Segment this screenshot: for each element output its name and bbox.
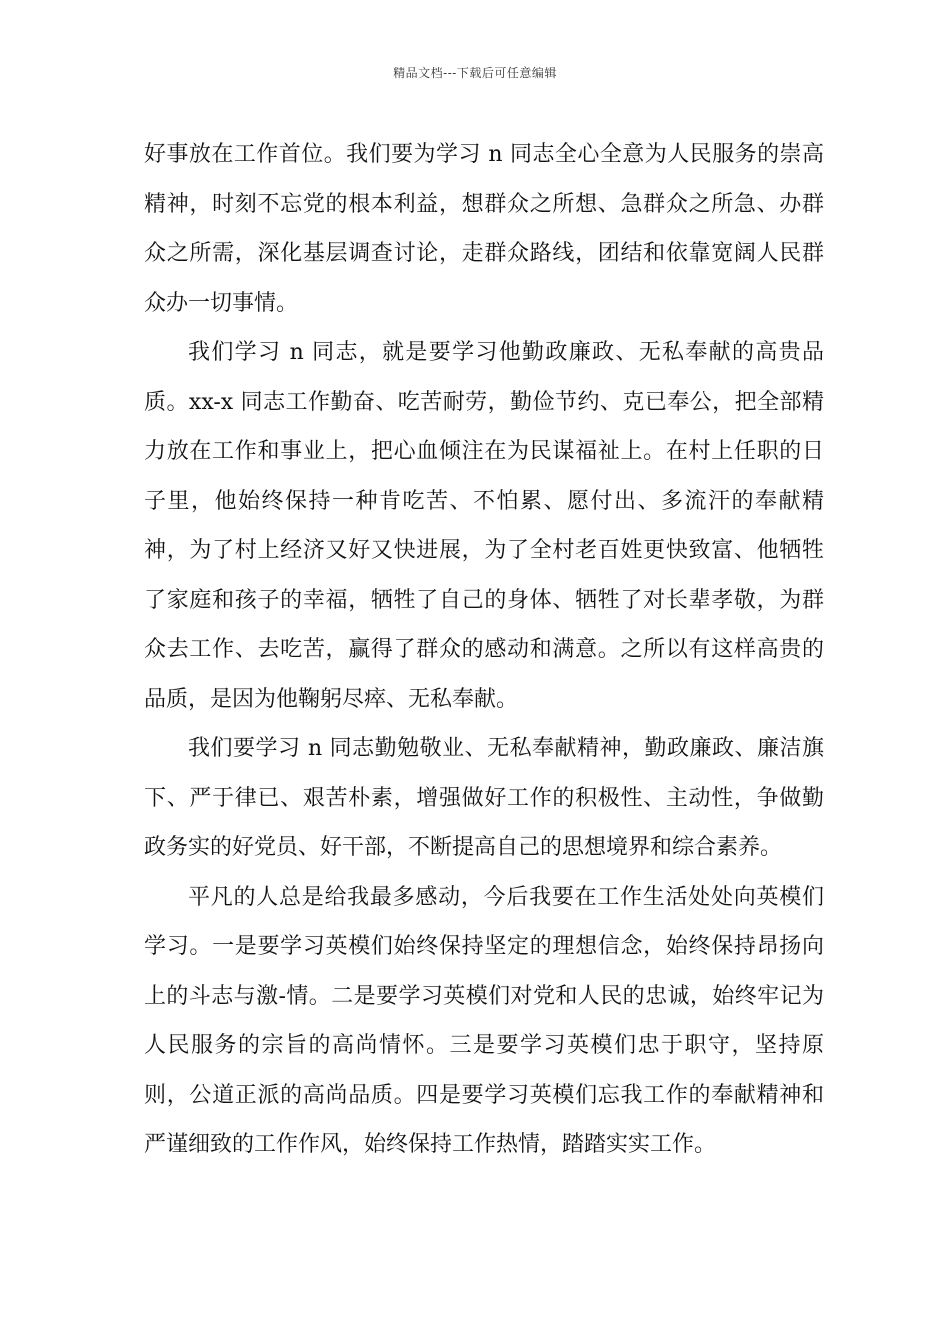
paragraph-4: 平凡的人总是给我最多感动，今后我要在工作生活处处向英模们学习。一是要学习英模们始终保持坚定的理想信念，始终保持昂扬向上的斗志与激-情。二是要学习英模们对党和人民的忠诚，始终牢记为人民服务的宗旨的高尚情怀。三是要学习英模们忠于职守，坚持原则，公道正派的高尚品质。四是要学习英模们忘我工作的奉献精神和严谨细致的工作作风，始终保持工作热情，踏踏实实工作。 [144,884,824,1157]
paragraph-2: 我们学习 n 同志，就是要学习他勤政廉政、无私奉献的高贵品质。xx-x 同志工作勤奋、吃苦耐劳，勤俭节约、克已奉公，把全部精力放在工作和事业上，把心血倾注在为民谋福祉上。在村上任职的日子里，他始终保持一种肯吃苦、不怕累、愿付出、多流汗的奉献精神，为了村上经济又好又快进展，为了全村老百姓更快致富、他牺牲了家庭和孩子的幸福，牺牲了自己的身体、牺牲了对长辈孝敬，为群众去工作、去吃苦，赢得了群众的感动和满意。之所以有这样高贵的品质，是因为他鞠躬尽瘁、无私奉献。 [144,340,824,712]
paragraph-1: 好事放在工作首位。我们要为学习 n 同志全心全意为人民服务的崇高精神，时刻不忘党的根本利益，想群众之所想、急群众之所急、办群众之所需，深化基层调查讨论，走群众路线，团结和依靠宽阔人民群众办一切事情。 [144,142,824,316]
paragraph-3: 我们要学习 n 同志勤勉敬业、无私奉献精神，勤政廉政、廉洁旗下、严于律已、艰苦朴素，增强做好工作的积极性、主动性，争做勤政务实的好党员、好干部，不断提高自己的思想境界和综合素养。 [144,736,824,860]
document-body [144,130,824,1170]
page-header: 精品文档---下载后可任意编辑 [393,66,557,80]
